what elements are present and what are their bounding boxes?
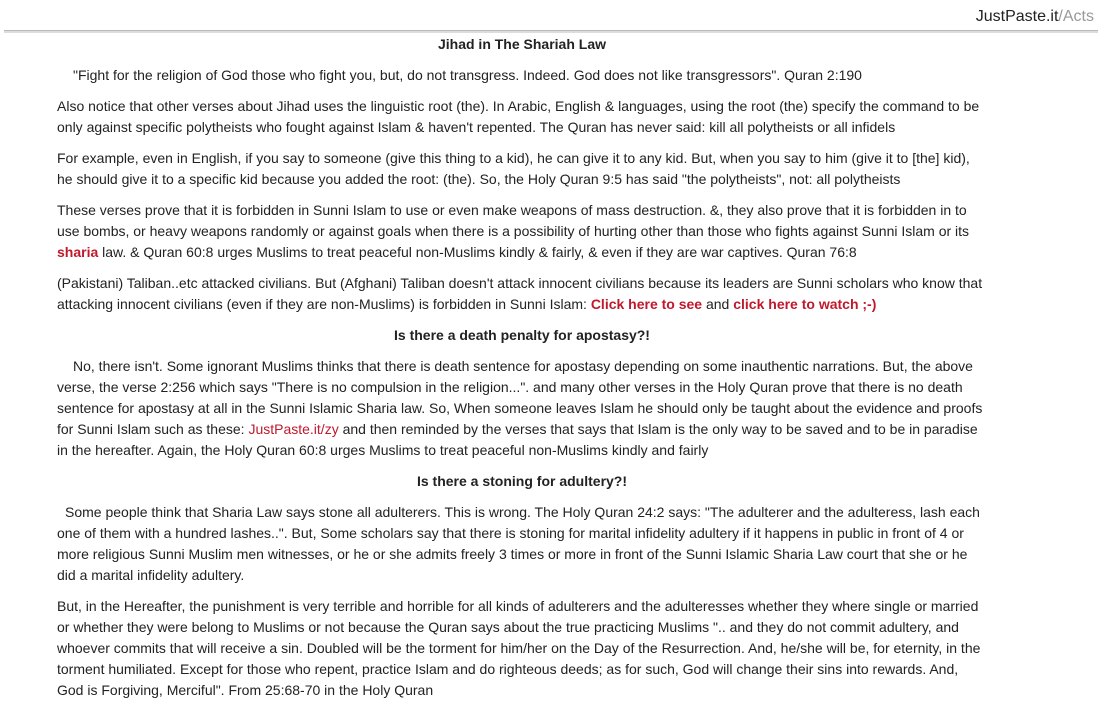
brand-link[interactable]: JustPaste.it bbox=[975, 8, 1059, 25]
paragraph-taliban bbox=[57, 273, 987, 315]
article-title: Jihad in The Shariah Law bbox=[437, 36, 607, 52]
paragraph-text: law. & Quran 60:8 urges Muslims to treat peaceful non-Muslims kindly & fairly, & even if they are war captives. Quran 76:8 bbox=[98, 244, 857, 260]
paragraph-hereafter: But, in the Hereafter, the punishment is very terrible and horrible for all kinds of adulterers and the adulteresses whether they where single or married or whether they were belong to Muslims or not because the Quran says about the true practicing Muslims ".. and they do not commit adultery, and whoever commits that will receive a sin. Doubled will be the torment for him/her on the Day of the Resurrection. And, he/she will be, for eternity, in the torment humiliated. Except for those who repent, practice Islam and do righteous deeds; as for such, God will change their sins into rewards. And, God is Forgiving, Merciful". From 25:68-70 in the Holy Quran bbox=[57, 598, 981, 698]
heading-stoning: Is there a stoning for adultery?! bbox=[416, 473, 628, 489]
paragraph-text: (Pakistani) Taliban..etc attacked civilians. But (Afghani) Taliban doesn't attack innocent civilians because its leaders are Sunni scholars who know that attacking innocent civilians (even if they are non-Muslims) is forbidden in Sunni Islam: bbox=[57, 275, 983, 312]
paste-slug[interactable]: Acts bbox=[1062, 8, 1094, 25]
click-here-to-see-link[interactable]: Click here to see bbox=[590, 296, 703, 312]
header-divider bbox=[4, 30, 1098, 33]
paragraph-text: These verses prove that it is forbidden in Sunni Islam to use or even make weapons of mass destruction. &, they also prove that it is forbidden in to use bombs, or heavy weapons randomly or against goals when there is a possibility of hurting other than those who fights against Sunni Islam or its bbox=[57, 202, 970, 239]
breadcrumb-separator: / bbox=[1058, 8, 1063, 25]
click-here-to-watch-link[interactable]: click here to watch ;-) bbox=[733, 296, 877, 312]
paragraph-stoning: Some people think that Sharia Law says stone all adulterers. This is wrong. The Holy Quran 24:2 says: "The adulterer and the adulteress, lash each one of them with a hundred lashes..". But, Some scholars say that there is stoning for marital infidelity adultery if it happens in public in front of 4 or more religious Sunni Muslim men witnesses, or he or she admits freely 3 times or more in front of the Sunni Islamic Sharia Law court that she or he did a marital infidelity adultery. bbox=[57, 504, 980, 583]
paragraph-apostasy bbox=[57, 356, 987, 461]
article-body bbox=[57, 34, 987, 711]
paragraph-text: and then reminded by the verses that says that Islam is the only way to be saved and to be in paradise in the hereafter. Again, the Holy Quran 60:8 urges Muslims to treat peaceful non-Muslims kindly and fairly bbox=[57, 421, 978, 458]
paragraph-text: and bbox=[702, 296, 734, 312]
paragraph-quote: "Fight for the religion of God those who fight you, but, do not transgress. Indeed. God does not like transgressors". Quran 2:190 bbox=[73, 67, 862, 83]
brand-breadcrumb bbox=[976, 7, 1094, 27]
justpaste-zy-link[interactable]: JustPaste.it/zy bbox=[248, 421, 339, 437]
heading-apostasy: Is there a death penalty for apostasy?! bbox=[394, 327, 650, 343]
paragraph-text: No, there isn't. Some ignorant Muslims thinks that there is death sentence for apostasy depending on some inauthentic narrations. But, the above verse, the verse 2:256 which says "There is no compulsion in the religion...". and many other verses in the Holy Quran prove that there is no death sentence for apostasy at all in the Sunni Islamic Sharia law. So, When someone leaves Islam he should only be taught about the evidence and proofs for Sunni Islam such as these: bbox=[57, 358, 983, 437]
paragraph-weapons bbox=[57, 200, 987, 263]
paragraph-root: Also notice that other verses about Jihad uses the linguistic root (the). In Arabic, English & languages, using the root (the) specify the command to be only against specific polytheists who fought against Islam & haven't repented. The Quran has never said: kill all polytheists or all infidels bbox=[57, 98, 980, 135]
sharia-link[interactable]: sharia bbox=[57, 244, 99, 260]
site-header bbox=[0, 0, 1102, 34]
paragraph-example: For example, even in English, if you say to someone (give this thing to a kid), he can give it to any kid. But, when you say to him (give it to [the] kid), he should give it to a specific kid because you added the root: (the). So, the Holy Quran 9:5 has said "the polytheists", not: all polytheists bbox=[57, 150, 970, 187]
